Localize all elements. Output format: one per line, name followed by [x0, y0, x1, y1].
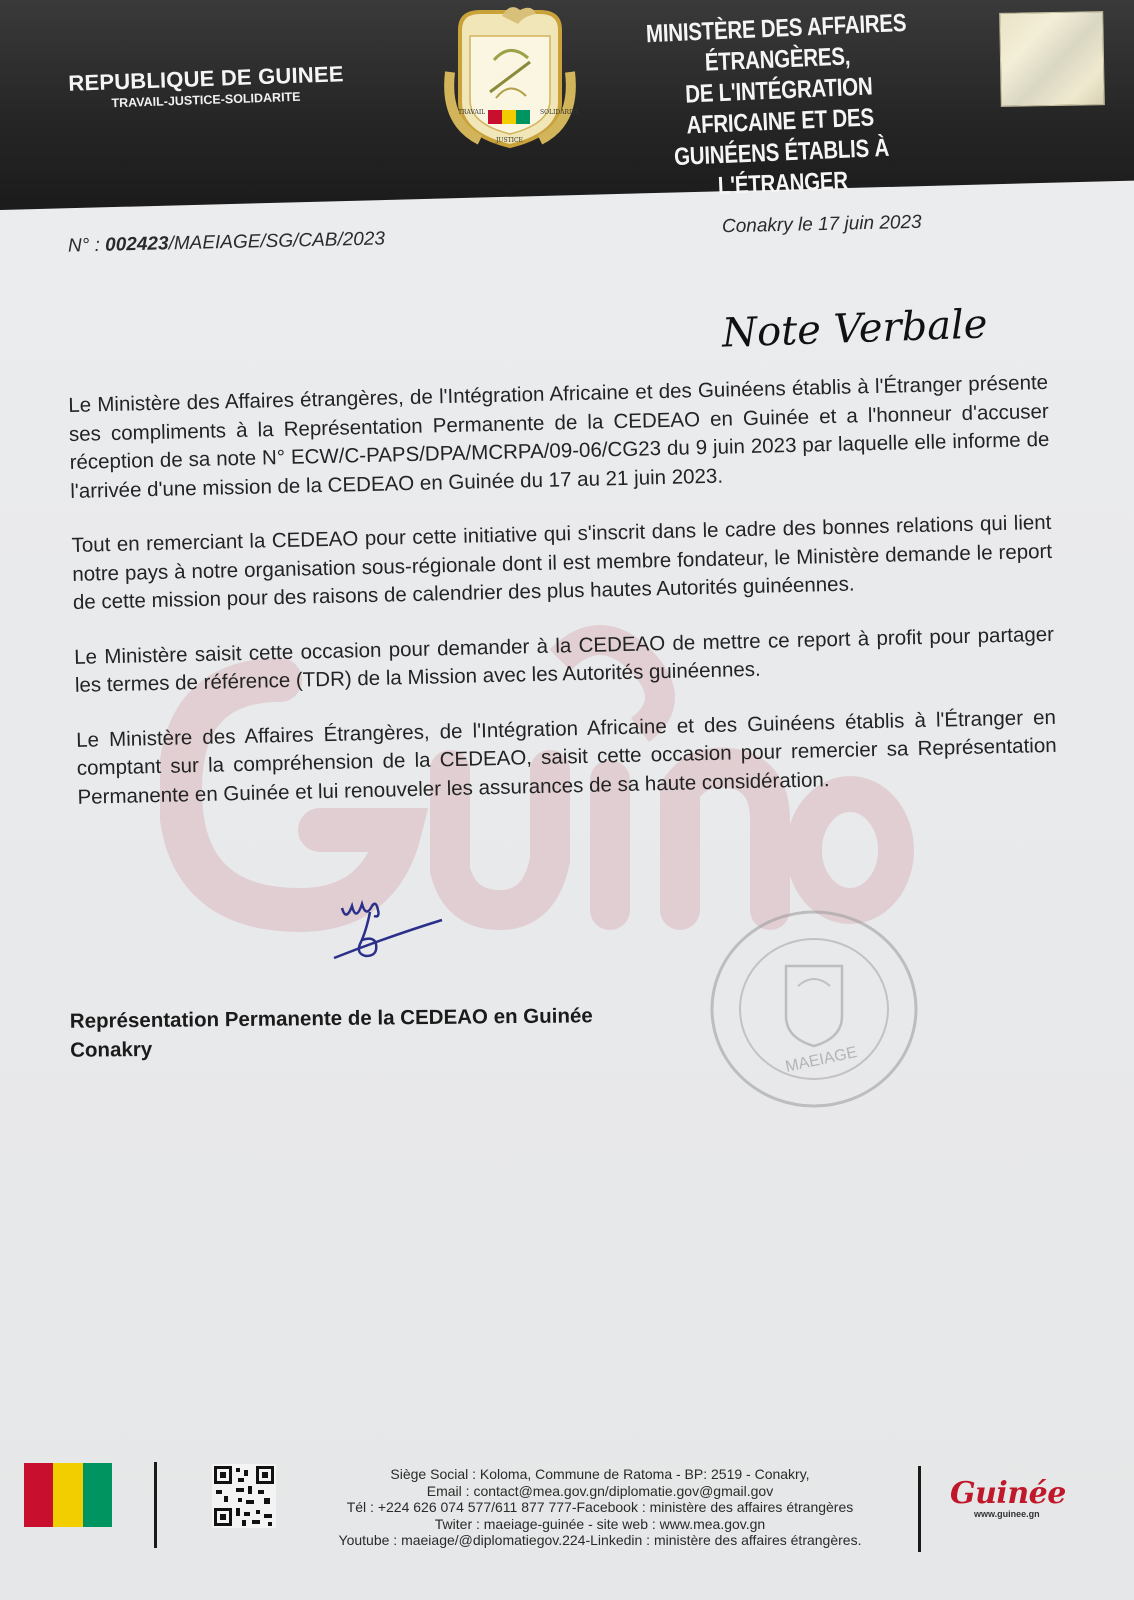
ministry-title-line: DE L'INTÉGRATION AFRICAINE ET DES [684, 72, 875, 140]
guinee-brand-logo [950, 1476, 1070, 1536]
guinea-flag-icon [24, 1463, 112, 1527]
reference-prefix: N° : [67, 234, 106, 257]
recipient-city: Conakry [70, 1037, 153, 1062]
emblem-word-justice: JUSTICE [496, 137, 523, 144]
footer-email: Email : contact@mea.gov.gn/diplomatie.gov@gmail.gov [426, 1482, 774, 1499]
emblem-word-travail: TRAVAIL [458, 109, 486, 116]
reference-suffix: /MAEIAGE/SG/CAB/2023 [168, 228, 386, 255]
letter-body [68, 369, 1058, 838]
recipient-name: Représentation Permanente de la CEDEAO en Guinée [69, 1004, 593, 1033]
ministry-title-line: MINISTÈRE DES AFFAIRES ÉTRANGÈRES, [645, 8, 907, 77]
handwritten-signature [330, 892, 450, 964]
footer-contact-info [290, 1466, 910, 1549]
reference-id: 002423 [104, 233, 169, 256]
country-name: REPUBLIQUE DE GUINEE [67, 61, 345, 96]
body-paragraph: Tout en remerciant la CEDEAO pour cette initiative qui s'inscrit dans le cadre des bonnes relations qui lient notre pays à notre organisation sous-régionale dont il est membre fondateur, le Ministère demande le report de cette mission pour des raisons de calendrier des plus hautes Autorités guinéennes. [71, 510, 1053, 614]
body-paragraph: Le Ministère des Affaires étrangères, de l'Intégration Africaine et des Guinéens établis à l'Étranger présente ses compliments à la Représentation Permanente de la CEDEAO en Guinée et a l'honneur d'accuser réception de sa note N° ECW/C-PAPS/DPA/MCRPA/09-06/CG23 du 9 juin 2023 par laquelle elle informe de l'arrivée d'une mission de la CEDEAO en Guinée du 17 au 21 juin 2023. [68, 370, 1050, 503]
footer-phone: Tél : +224 626 074 577/611 877 777-Facebook : ministère des affaires étrangères [346, 1499, 854, 1515]
reference-number [68, 228, 385, 257]
footer-divider-left [154, 1462, 157, 1548]
recipient-block [70, 1001, 593, 1064]
letter-date: Conakry le 17 juin 2023 [721, 211, 922, 238]
emblem-word-solidarite: SOLIDARITE [540, 109, 580, 116]
ministry-title-line: GUINÉENS ÉTABLIS À L'ÉTRANGER [673, 133, 890, 201]
footer-address: Siège Social : Koloma, Commune de Ratoma - BP: 2519 - Conakry, [390, 1466, 810, 1482]
body-paragraph: Le Ministère saisit cette occasion pour demander à la CEDEAO de mettre ce report à profit pour partager les termes de référence (TDR) de la Mission avec les Autorités guinéennes. [73, 622, 1055, 697]
guinee-logo-url: www.guinee.gn [974, 1509, 1040, 1519]
ministry-title [628, 7, 931, 206]
seal-label: MAEIAGE [783, 1043, 859, 1076]
embossed-seal-icon [706, 906, 922, 1112]
footer-social: Youtube : maeiage/@diplomatiegov.224-Linkedin : ministère des affaires étrangères. [338, 1532, 862, 1548]
qr-code-icon[interactable] [212, 1464, 276, 1528]
footer-web: Twiter : maeiage-guinée - site web : www.mea.gov.gn [434, 1515, 766, 1532]
coat-of-arms-icon [440, 2, 580, 150]
country-motto: TRAVAIL-JUSTICE-SOLIDARITE [111, 89, 301, 111]
hologram-sticker [999, 11, 1105, 107]
body-paragraph: Le Ministère des Affaires Étrangères, de l'Intégration Africaine et des Guinéens établis à l'Étranger en comptant sur la compréhension de la CEDEAO, saisit cette occasion pour remercier sa Représentation Permanente en Guinée et lui renouveler les assurances de sa haute considération. [75, 705, 1057, 809]
footer-divider-right [918, 1466, 921, 1552]
document-title: Note Verbale [721, 301, 989, 357]
guinee-logo-word: Guinée [950, 1476, 1066, 1511]
